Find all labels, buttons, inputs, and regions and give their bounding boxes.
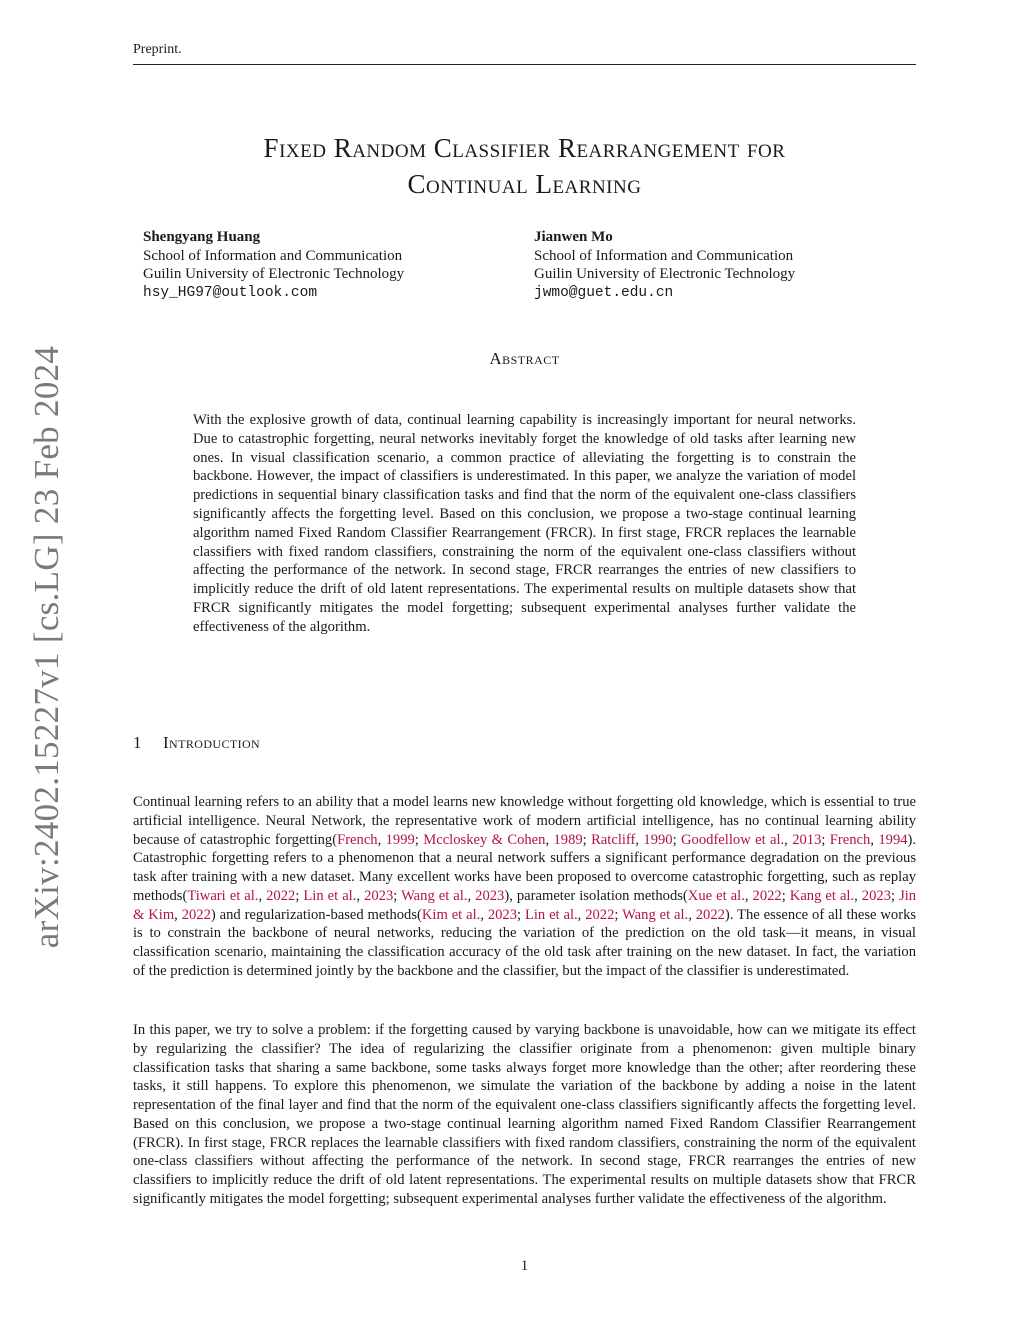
page-number: 1 bbox=[520, 1258, 529, 1274]
arxiv-identifier: arXiv:2402.15227v1 [cs.LG] 23 Feb 2024 bbox=[27, 345, 66, 949]
citation-link[interactable]: 1989 bbox=[553, 831, 583, 848]
citation-link[interactable]: Xue et al. bbox=[687, 887, 745, 904]
citation-link[interactable]: Jin & Kim bbox=[133, 887, 917, 923]
citation-link[interactable]: French bbox=[337, 831, 378, 848]
author-block-2 bbox=[534, 228, 795, 302]
author-email[interactable]: jwmo@guet.edu.cn bbox=[534, 284, 674, 301]
citation-link[interactable]: Goodfellow et al. bbox=[681, 831, 785, 848]
citation-link[interactable]: Ratcliff bbox=[591, 831, 636, 848]
author-affiliation: Guilin University of Electronic Technology bbox=[143, 266, 405, 282]
citation-link[interactable]: 2013 bbox=[792, 831, 822, 848]
citation-link[interactable]: 2023 bbox=[487, 906, 517, 923]
author-affiliation: School of Information and Communication bbox=[534, 247, 794, 264]
author-name: Shengyang Huang bbox=[143, 229, 261, 245]
section-number: 1 bbox=[133, 733, 142, 752]
citation-link[interactable]: Lin et al. bbox=[524, 906, 578, 923]
citation-link[interactable]: 1999 bbox=[385, 831, 415, 848]
citation-link[interactable]: French bbox=[829, 831, 871, 848]
abstract-body: With the explosive growth of data, continual learning capability is increasingly important for neural networks. Due to catastrophic forgetting, neural networks inevitably forget the knowledge of old tasks after learning new ones. In visual classification scenario, a common practice of alleviating the forgetting is to constrain the backbone. However, the impact of classifiers is underestimated. In this paper, we analyze the variation of model predictions in sequential binary classification tasks and find that the norm of the equivalent one-class classifiers significantly affects the forgetting level. Based on this conclusion, we propose a two-stage continual learning algorithm named Fixed Random Classifier Rearrangement (FRCR). In first stage, FRCR replaces the learnable classifiers with fixed random classifiers, constraining the norm of the equivalent one-class classifiers without affecting the performance of the network. In second stage, FRCR rearranges the entries of new classifiers to implicitly reduce the drift of old latent representations. The experimental results on multiple datasets show that FRCR significantly mitigates the model forgetting; subsequent experimental analyses further validate the effectiveness of the algorithm. bbox=[193, 412, 856, 635]
citation-link[interactable]: 2022 bbox=[752, 887, 782, 904]
citation-link[interactable]: 2022 bbox=[585, 906, 615, 923]
citation-link[interactable]: 2023 bbox=[861, 887, 891, 904]
running-header: Preprint. bbox=[133, 42, 182, 57]
intro-paragraph-2: In this paper, we try to solve a problem: if the forgetting caused by varying backbone is unavoidable, how can we mitigate its effect by regularizing the classifier? The idea of regularizing the classifier originate from a phenomenon: given multiple binary classification tasks that sharing a same backbone, some tasks always forget more knowledge than the other; after reordering these tasks, it still happens. To explore this phenomenon, we simulate the variation of the backbone by adding a noise in the latent representation of the final layer and find that the norm of the equivalent one-class classifiers significantly affects the forgetting level. Based on this conclusion, we propose a two-stage continual learning algorithm named Fixed Random Classifier Rearrangement (FRCR). In first stage, FRCR replaces the learnable classifiers with fixed random classifiers, constraining the norm of the equivalent one-class classifiers without affecting the performance of the network. In second stage, FRCR rearranges the entries of new classifiers to implicitly reduce the drift of old latent representations. The experimental results on multiple datasets show that FRCR significantly mitigates the model forgetting; subsequent experimental analyses further validate the effectiveness of the algorithm. bbox=[133, 1022, 916, 1207]
citation-link[interactable]: Kang et al. bbox=[789, 887, 855, 904]
title-line-1: Fixed Random Classifier Rearrangement for bbox=[263, 133, 786, 163]
citation-link[interactable]: Mccloskey & Cohen bbox=[423, 831, 546, 848]
author-name: Jianwen Mo bbox=[534, 229, 613, 245]
citation-link[interactable]: Wang et al. bbox=[401, 887, 468, 904]
header-rule bbox=[133, 64, 916, 65]
author-email[interactable]: hsy_HG97@outlook.com bbox=[143, 284, 318, 301]
citation-link[interactable]: 2023 bbox=[364, 887, 394, 904]
title-line-2: Continual Learning bbox=[407, 169, 642, 199]
author-affiliation: Guilin University of Electronic Technology bbox=[534, 266, 796, 282]
citation-link[interactable]: Wang et al. bbox=[622, 906, 689, 923]
citation-link[interactable]: Lin et al. bbox=[303, 887, 357, 904]
paper-title bbox=[133, 130, 916, 202]
citation-link[interactable]: 2022 bbox=[695, 906, 725, 923]
citation-link[interactable]: 1994 bbox=[878, 831, 908, 848]
citation-link[interactable]: 2022 bbox=[181, 906, 211, 923]
author-block-1 bbox=[143, 228, 404, 302]
citation-link[interactable]: Kim et al. bbox=[421, 906, 481, 923]
author-affiliation: School of Information and Communication bbox=[143, 247, 403, 264]
citation-link[interactable]: Tiwari et al. bbox=[187, 887, 259, 904]
section-heading-introduction bbox=[133, 733, 260, 753]
abstract-heading: Abstract bbox=[489, 349, 560, 368]
citation-link[interactable]: 1990 bbox=[643, 831, 673, 848]
citation-link[interactable]: 2023 bbox=[475, 887, 505, 904]
section-title: Introduction bbox=[163, 733, 261, 752]
intro-paragraph-1: Continual learning refers to an ability that a model learns new knowledge without forgetting old knowledge, which is essential to true artificial intelligence. Neural Network, the representative work of modern artificial intelligence, has no continual learning ability because of catastrophic forgetting(French, 1999; Mccloskey & Cohen, 1989; Ratcliff, 1990; Goodfellow et al., 2013; French, 1994). Catastrophic forgetting refers to a phenomenon that a neural network suffers a significant performance degradation on the previous task after training with a new dataset. Many excellent works have been proposed to overcome catastrophic forgetting, such as replay methods(Tiwari et al., 2022; Lin et al., 2023; Wang et al., 2023), parameter isolation methods(Xue et al., 2022; Kang et al., 2023; Jin & Kim, 2022) and regularization-based methods(Kim et al., 2023; Lin et al., 2022; Wang et al., 2022). The essence of all these works is to constrain the backbone of neural networks, reducing the variation of the prediction on the old task—it means, in visual classification scenario, maintaining the classification accuracy of the old task after training on the new dataset. In fact, the variation of the prediction is determined jointly by the backbone and the classifier, but the impact of the classifier is underestimated. bbox=[133, 794, 917, 979]
citation-link[interactable]: 2022 bbox=[266, 887, 296, 904]
